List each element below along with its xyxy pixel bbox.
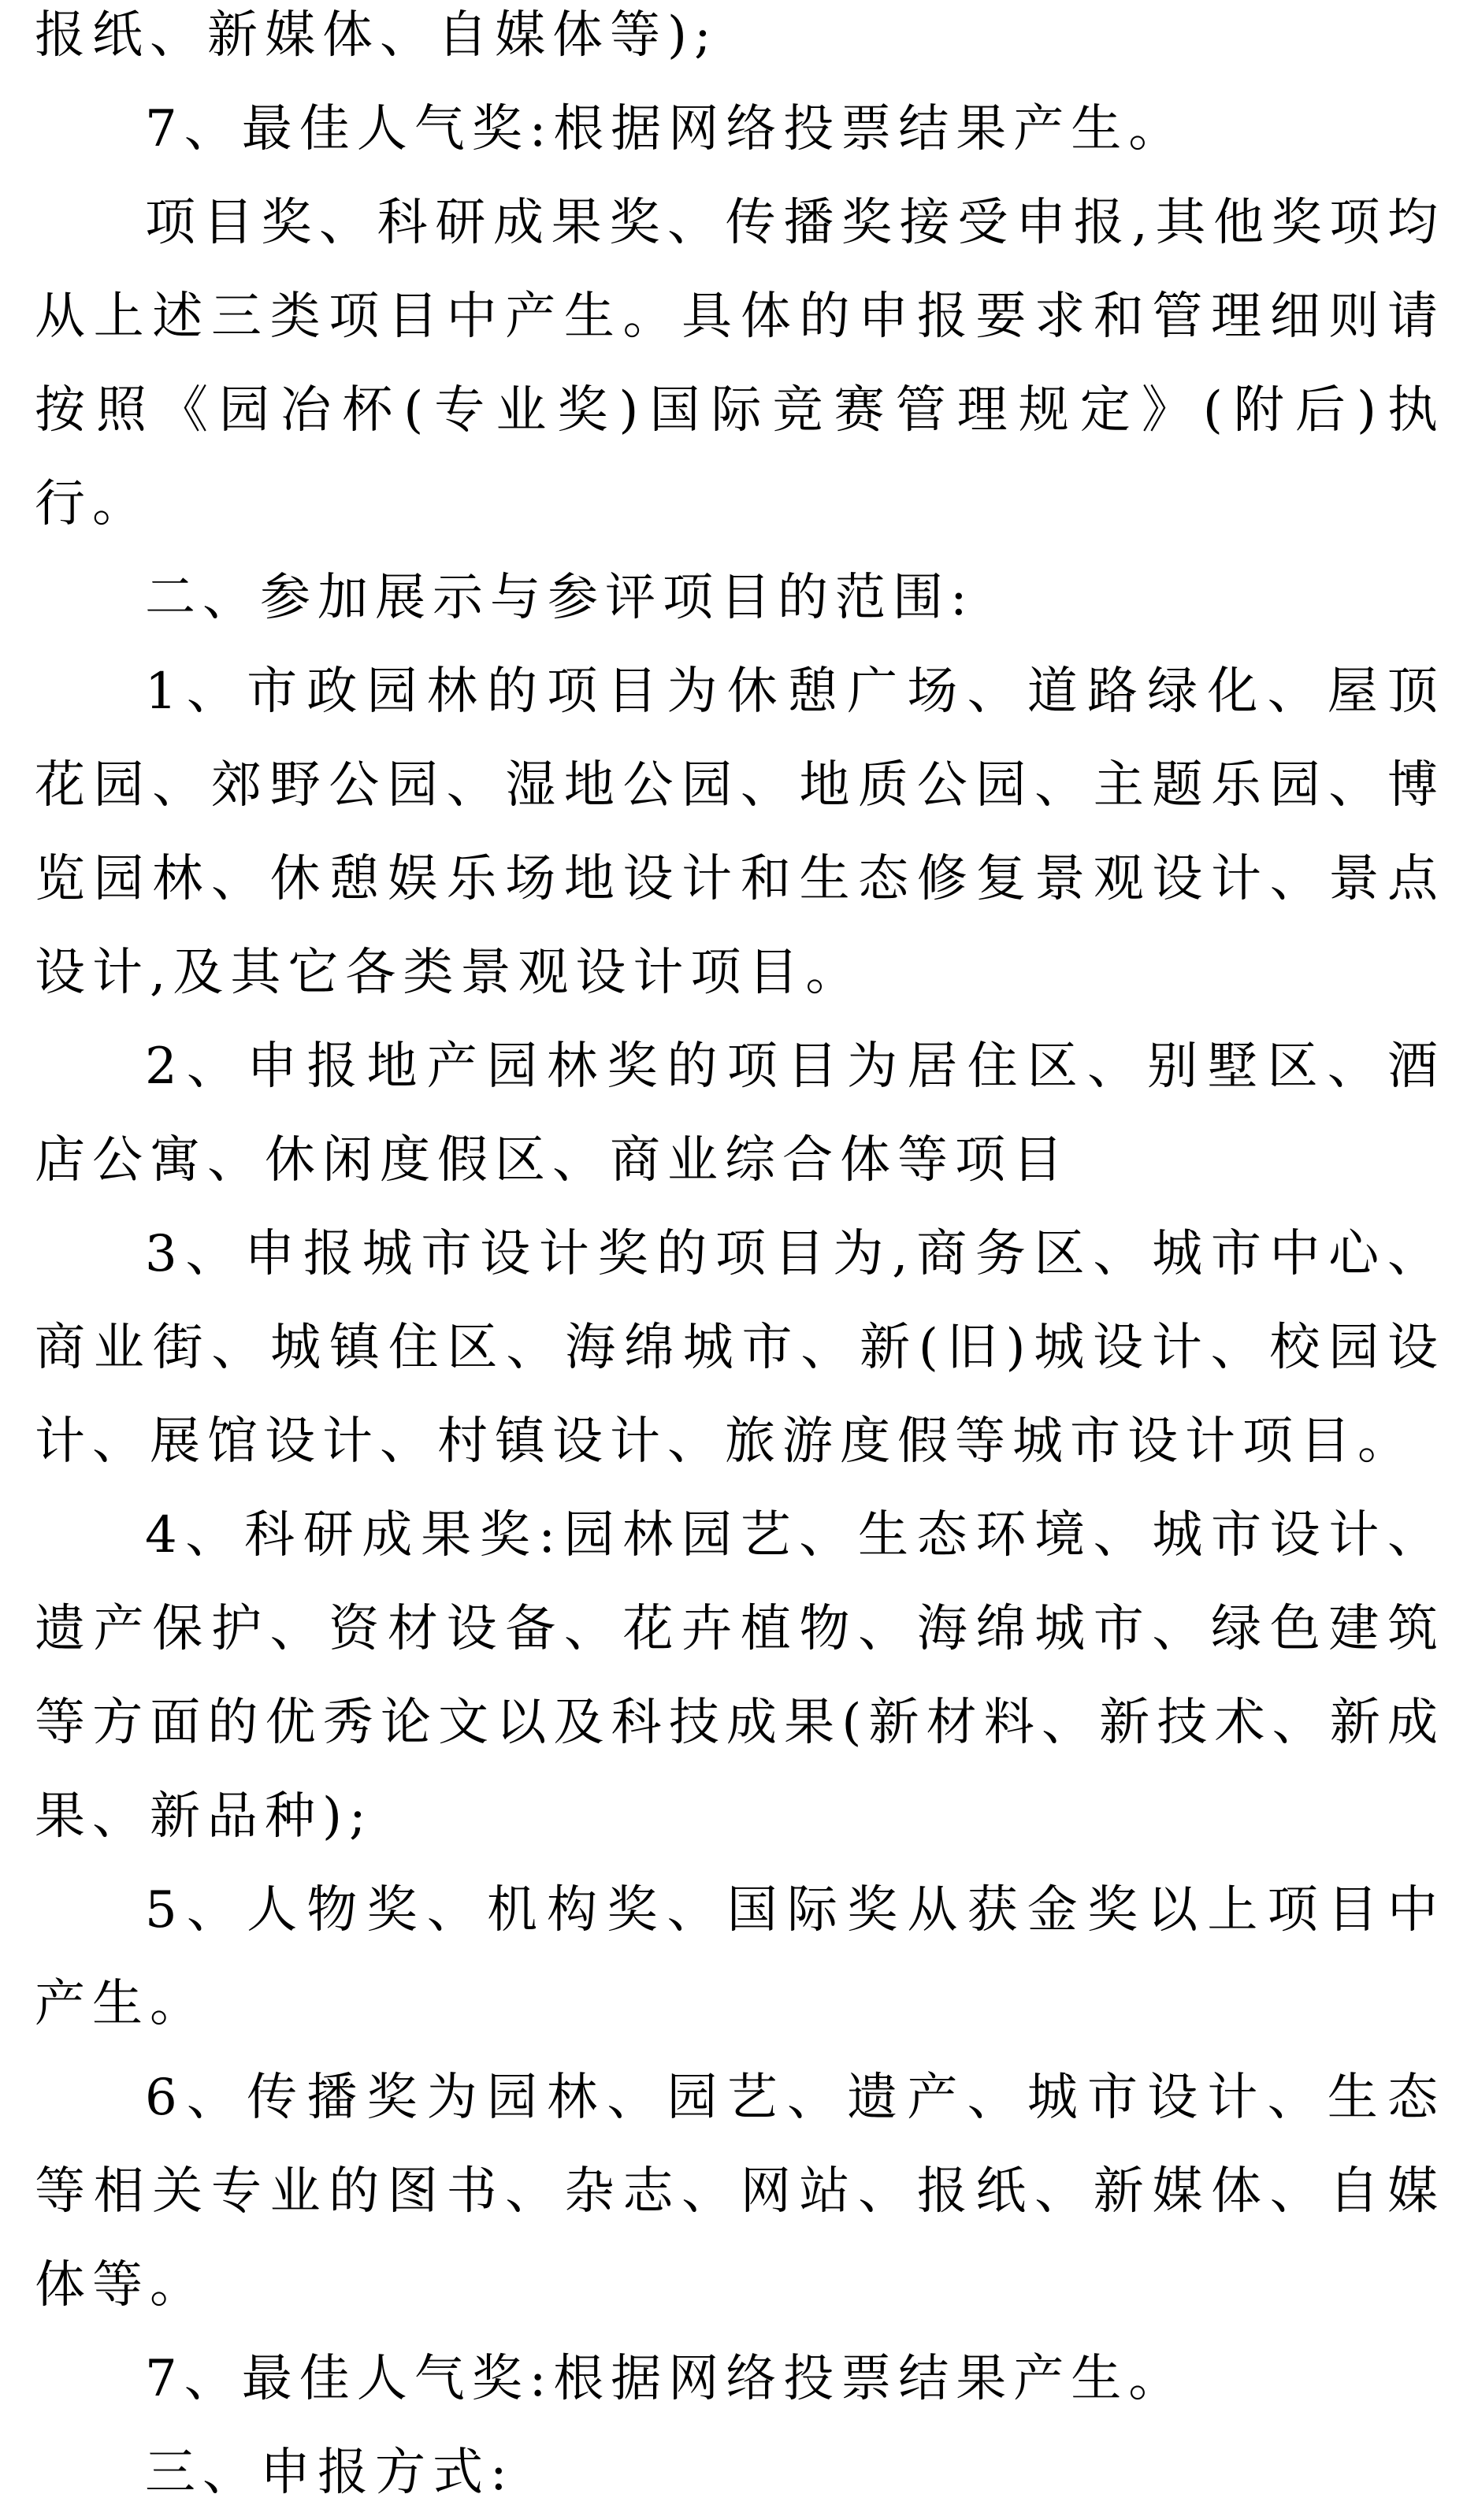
section-heading-application-method: 三、申报方式: (145, 2444, 514, 2502)
document-page (35, 0, 1445, 2520)
paragraph-item-3: 3、申报城市设计奖的项目为,商务区、城市中心、商业街、城镇住区、海绵城市、新(旧)城设计、校园设计、展馆设计、村镇设计、旅游度假等城市设计项目。 (35, 1225, 1445, 1471)
paragraph-item-7: 7、最佳人气奖:根据网络投票结果产生。 (145, 2350, 1186, 2408)
paragraph-item-5: 5、人物奖、机构奖、国际奖从获金奖以上项目中产生。 (35, 1881, 1445, 2033)
paragraph-item-6: 6、传播奖为园林、园艺、遗产、城市设计、生态等相关专业的图书、杂志、网站、报纸、新媒体、自媒体等。 (35, 2069, 1445, 2314)
paragraph-item-1: 1、市政园林的项目为休憩广场、道路绿化、屋顶花园、郊野公园、湿地公园、地质公园、主题乐园、博览园林、休憩娱乐场地设计和生态修复景观设计、景点设计,及其它各类景观设计项目。 (35, 662, 1445, 1002)
paragraph-continuation: 报纸、新媒体、自媒体等); (35, 6, 719, 65)
paragraph-popularity-award: 7、最佳人气奖:根据网络投票结果产生。 (145, 100, 1186, 158)
paragraph-item-2: 2、申报地产园林奖的项目为居住区、别墅区、酒店公寓、休闲度假区、商业综合体等项目 (35, 1037, 1445, 1189)
paragraph-application-rules: 项目奖、科研成果奖、传播奖接受申报,其他奖项均从上述三类项目中产生。具体的申报要求和管理细则请按照《园冶杯(专业奖)国际竞赛管理规定》(附后)执行。 (35, 194, 1445, 533)
section-heading-scope: 二、参加展示与参评项目的范围: (145, 569, 975, 627)
paragraph-item-4: 4、科研成果奖:园林园艺、生态环境、城市设计、遗产保护、资材设备、花卉植物、海绵城市、绿色建筑等方面的优秀论文以及科技成果(新材料、新技术、新成果、新品种); (35, 1506, 1445, 1846)
